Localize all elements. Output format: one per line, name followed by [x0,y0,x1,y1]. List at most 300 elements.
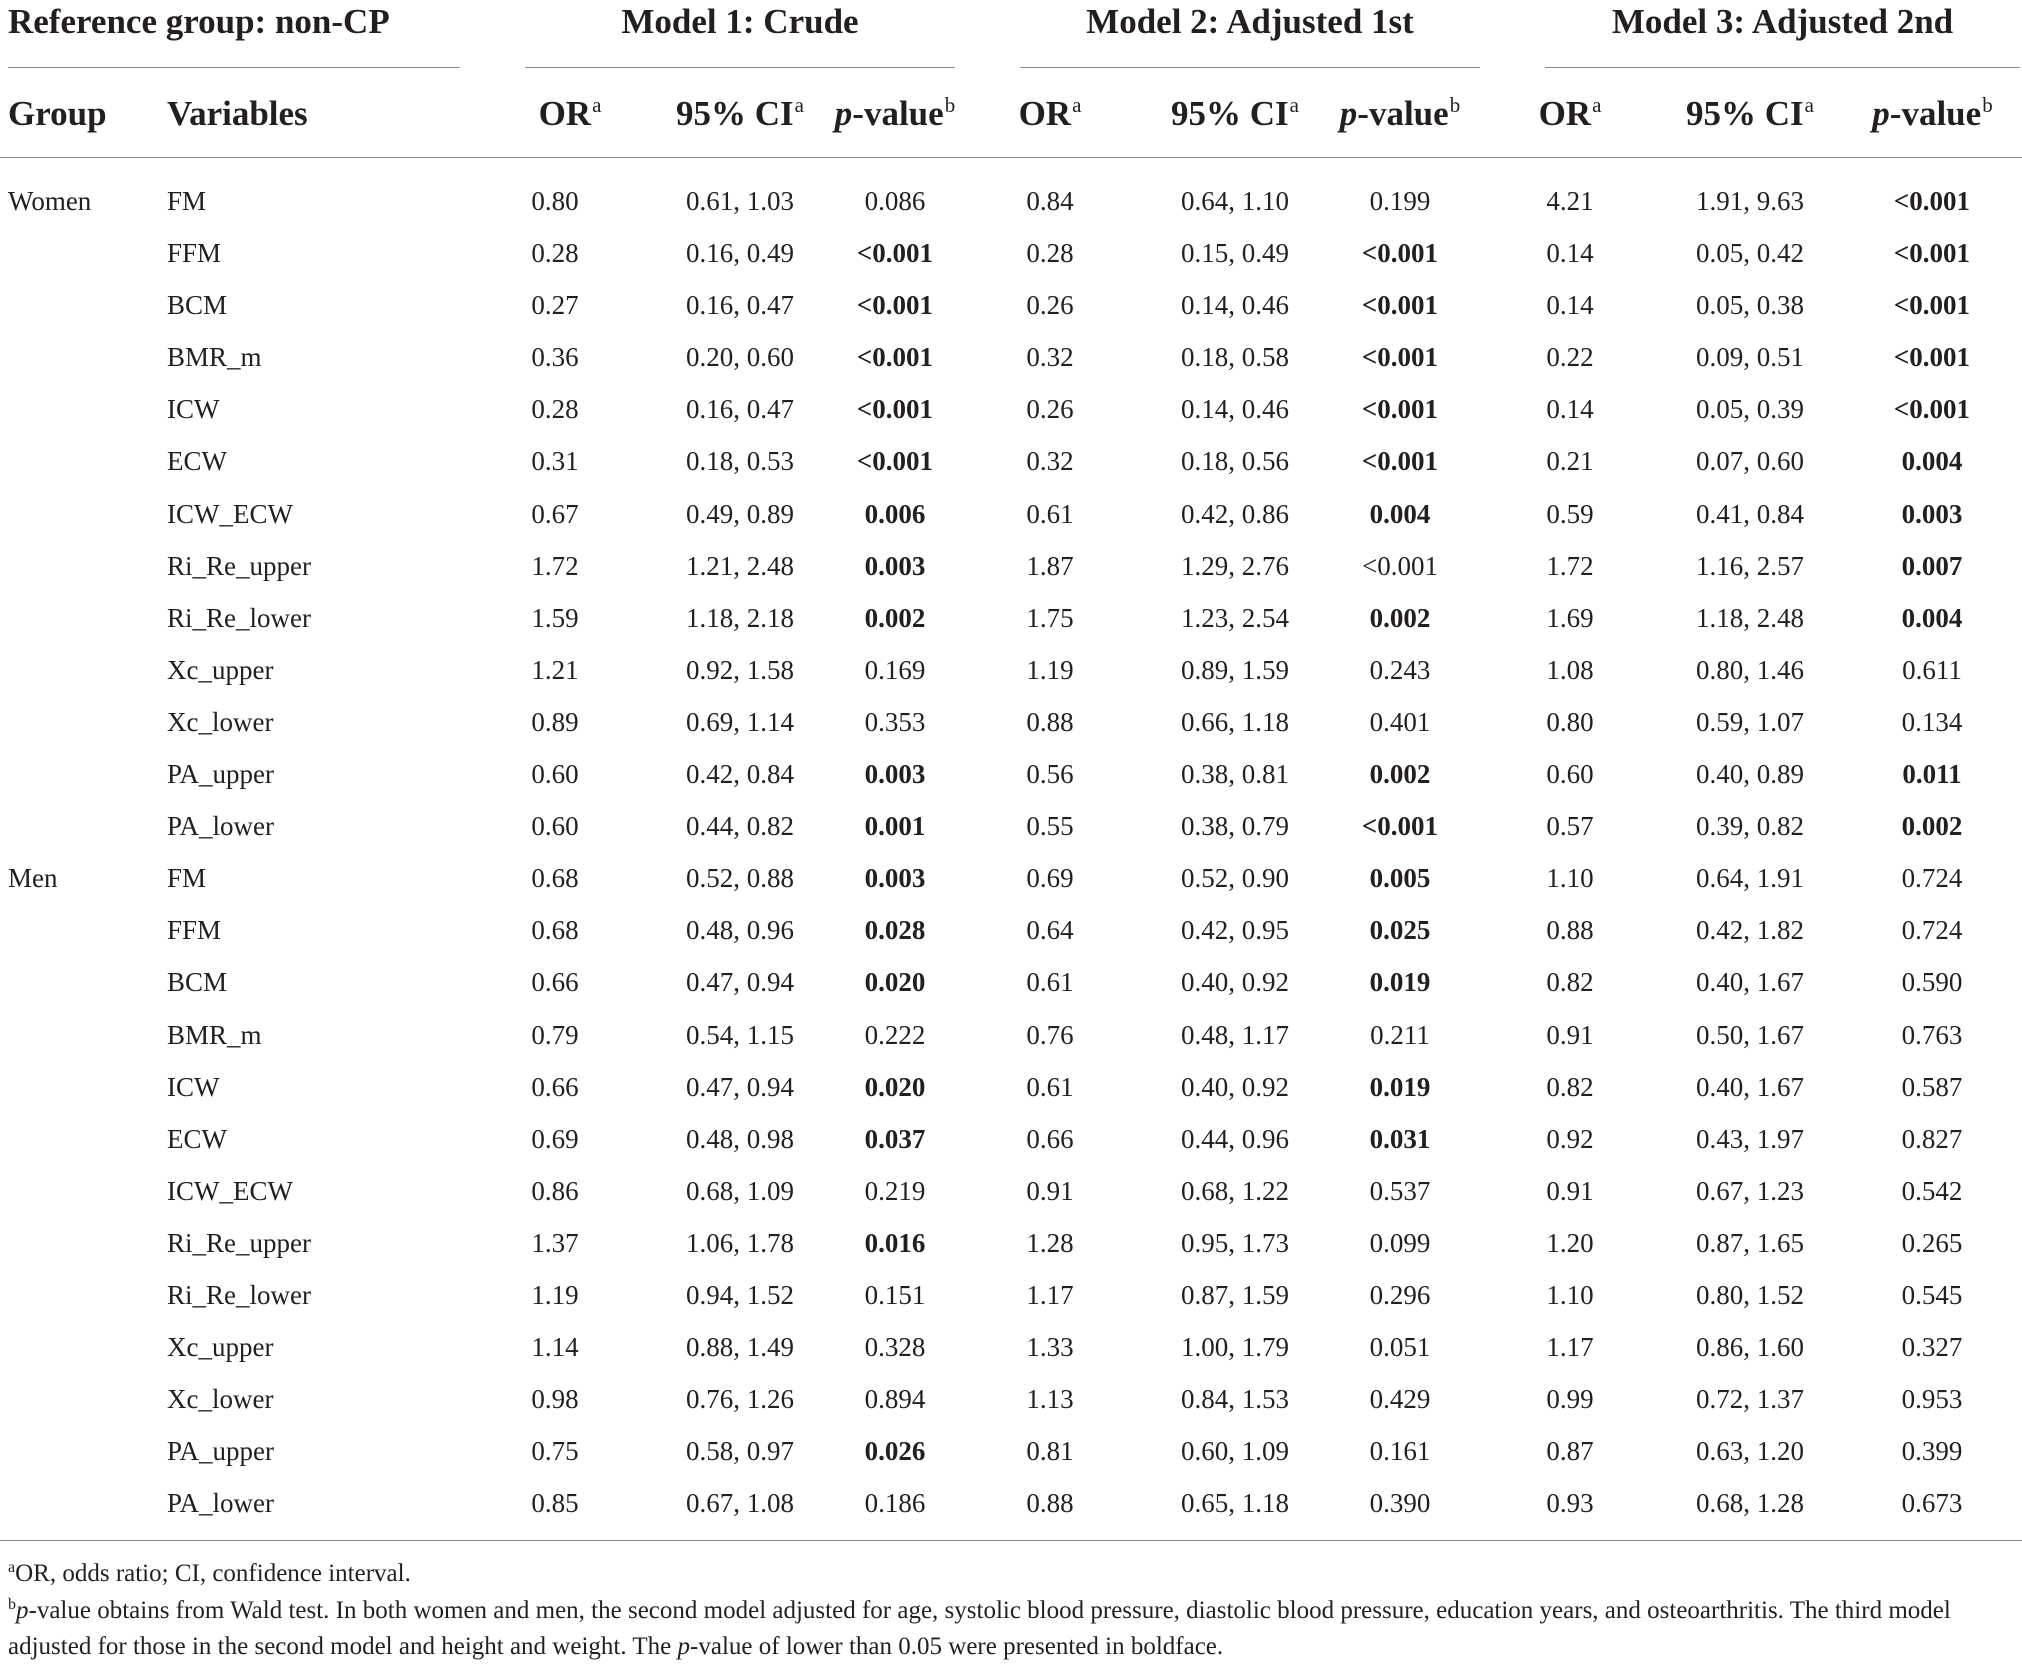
m3-or-cell: 0.22 [1546,342,1594,373]
m2-or-cell: 0.26 [1026,394,1074,425]
m3-p-value-cell: 0.724 [1901,863,1963,894]
m1-ci-cell: 0.44, 0.82 [686,811,794,842]
m2-ci-cell: 0.38, 0.81 [1181,759,1289,790]
variable-cell: FFM [167,915,222,946]
m3-or-cell: 0.82 [1546,967,1594,998]
m3-ci-cell: 0.63, 1.20 [1696,1436,1804,1467]
group-cell [8,600,148,652]
table-row [0,235,2022,287]
m3-or-cell: 0.14 [1546,394,1594,425]
m1-ci-cell: 0.54, 1.15 [686,1019,794,1050]
m2-ci-cell: 0.64, 1.10 [1181,186,1289,216]
m2-p-value-cell: <0.001 [1361,290,1439,321]
group-cell [8,1277,148,1329]
m3-or-cell: 0.88 [1546,915,1594,946]
m3-p-value-cell: 0.724 [1901,915,1963,946]
m3-ci-cell: 0.39, 0.82 [1696,811,1804,842]
m2-ci-cell: 0.18, 0.56 [1181,446,1289,477]
m3-p-value-cell: 0.399 [1901,1436,1963,1467]
m2-or-cell: 0.81 [1026,1436,1074,1467]
m3-ci-cell: 1.18, 2.48 [1696,602,1804,633]
variable-cell: BCM [167,290,228,321]
m3-or-cell: 0.59 [1546,498,1594,529]
m3-ci-cell: 0.07, 0.60 [1696,446,1804,477]
m1-or-cell: 1.37 [531,1227,579,1258]
m3-or-cell: 1.10 [1546,1279,1594,1310]
m3-or-cell: 1.20 [1546,1227,1594,1258]
m1-ci-cell: 0.92, 1.58 [686,654,794,685]
group-cell [8,548,148,600]
m3-or-cell: 1.17 [1546,1332,1594,1363]
group-cell [8,756,148,808]
m2-or-cell: 0.61 [1026,498,1074,529]
m1-p-value-cell: 0.020 [864,967,926,998]
m1-or-cell: 0.79 [531,1019,579,1050]
model2-heading: Model 2: Adjusted 1st [1086,2,1414,41]
m1-or-cell: 0.36 [531,342,579,373]
col-m3-ci: 95% $CI^a$ [1686,93,1814,133]
m3-ci-cell: 0.42, 1.82 [1696,915,1804,946]
variable-cell: Xc_upper [167,1332,274,1363]
group-cell [8,652,148,704]
m3-p-value-cell: 0.003 [1901,498,1963,529]
reference-group-heading: Reference group: non-CP [8,2,390,41]
table-body [0,183,2022,1537]
footnote-a: $^a$OR, odds ratio; CI, confidence interval. [8,1559,411,1587]
col-m1-p: p-value$^b$ [834,93,956,133]
m3-ci-cell: 0.05, 0.42 [1696,238,1804,269]
m1-or-cell: 0.98 [531,1384,579,1415]
group-cell: Women [8,186,92,216]
m2-or-cell: 0.84 [1026,186,1074,216]
variable-cell: Ri_Re_upper [167,1227,311,1258]
col-group: Group [8,94,107,133]
variable-cell: Xc_lower [167,1384,274,1415]
m3-ci-cell: 0.64, 1.91 [1696,863,1804,894]
m1-or-cell: 1.19 [531,1279,579,1310]
m2-p-value-cell: 0.031 [1369,1123,1431,1154]
col-m1-or: $OR^a$ [538,93,602,133]
m1-ci-cell: 0.42, 0.84 [686,759,794,790]
m2-or-cell: 0.32 [1026,342,1074,373]
table-row [0,287,2022,339]
variable-cell: BCM [167,967,228,998]
m3-p-value-cell: <0.001 [1893,290,1971,321]
m1-or-cell: 0.68 [531,915,579,946]
m3-or-cell: 0.60 [1546,759,1594,790]
group-cell [8,287,148,339]
m3-ci-cell: 0.41, 0.84 [1696,498,1804,529]
m2-or-cell: 0.88 [1026,706,1074,737]
m2-ci-cell: 0.68, 1.22 [1181,1175,1289,1206]
model3-heading: Model 3: Adjusted 2nd [1611,2,1954,41]
m1-or-cell: 0.85 [531,1488,579,1519]
variable-cell: FM [167,186,207,216]
table-row [0,339,2022,391]
m2-ci-cell: 1.29, 2.76 [1181,550,1289,581]
m1-or-cell: 0.60 [531,759,579,790]
variable-cell: Xc_lower [167,706,274,737]
m2-ci-cell: 0.60, 1.09 [1181,1436,1289,1467]
m2-ci-cell: 0.18, 0.58 [1181,342,1289,373]
group-cell [8,1433,148,1485]
m1-p-value-cell: 0.003 [864,550,926,581]
variable-cell: Ri_Re_upper [167,550,311,581]
m2-ci-cell: 0.66, 1.18 [1181,706,1289,737]
m3-ci-cell: 0.87, 1.65 [1696,1227,1804,1258]
m3-p-value-cell: <0.001 [1893,342,1971,373]
m2-p-value-cell: 0.243 [1369,654,1431,685]
m1-ci-cell: 0.18, 0.53 [686,446,794,477]
table-row [0,704,2022,756]
variable-cell: ICW [167,394,220,425]
m1-p-value-cell: 0.020 [864,1071,926,1102]
m3-or-cell: 0.93 [1546,1488,1594,1519]
m1-or-cell: 0.31 [531,446,579,477]
variable-cell: BMR_m [167,342,262,373]
m3-ci-cell: 0.59, 1.07 [1696,706,1804,737]
m2-or-cell: 0.61 [1026,1071,1074,1102]
m2-p-value-cell: 0.004 [1369,498,1431,529]
variable-cell: ICW [167,1071,220,1102]
m3-p-value-cell: 0.004 [1901,602,1963,633]
group-cell [8,1173,148,1225]
m2-ci-cell: 0.15, 0.49 [1181,238,1289,269]
variable-cell: PA_upper [167,1436,275,1467]
m1-or-cell: 0.75 [531,1436,579,1467]
m3-or-cell: 0.91 [1546,1019,1594,1050]
m3-ci-cell: 0.43, 1.97 [1696,1123,1804,1154]
group-cell [8,1329,148,1381]
m1-p-value-cell: <0.001 [856,238,934,269]
m1-p-value-cell: 0.003 [864,863,926,894]
table-row [0,808,2022,860]
m1-p-value-cell: 0.328 [864,1332,926,1363]
m2-or-cell: 1.75 [1026,602,1074,633]
m3-ci-cell: 0.40, 1.67 [1696,1071,1804,1102]
m3-ci-cell: 0.67, 1.23 [1696,1175,1804,1206]
m2-ci-cell: 0.84, 1.53 [1181,1384,1289,1415]
variable-cell: Xc_upper [167,654,274,685]
table-row [0,1329,2022,1381]
m2-p-value-cell: 0.005 [1369,863,1431,894]
m1-or-cell: 0.60 [531,811,579,842]
m3-or-cell: 1.72 [1546,550,1594,581]
m2-ci-cell: 0.38, 0.79 [1181,811,1289,842]
table-row [0,1121,2022,1173]
m1-ci-cell: 0.16, 0.47 [686,394,794,425]
m2-p-value-cell: 0.429 [1369,1384,1431,1415]
m3-ci-cell: 0.80, 1.52 [1696,1279,1804,1310]
table-row [0,756,2022,808]
m3-p-value-cell: 0.611 [1902,654,1962,685]
m1-or-cell: 0.80 [531,186,579,216]
group-cell [8,235,148,287]
m2-p-value-cell: 0.390 [1369,1488,1431,1519]
table-bottom-rule [0,1540,2022,1541]
m1-p-value-cell: <0.001 [856,290,934,321]
variable-cell: ICW_ECW [167,498,293,529]
m3-or-cell: 0.99 [1546,1384,1594,1415]
group-cell [8,1485,148,1537]
m3-ci-cell: 1.91, 9.63 [1696,186,1804,216]
variable-cell: PA_lower [167,1488,275,1519]
m3-or-cell: 0.57 [1546,811,1594,842]
col-m2-p: p-value$^b$ [1339,93,1461,133]
group-cell [8,964,148,1016]
m3-or-cell: 0.92 [1546,1123,1594,1154]
m2-ci-cell: 0.95, 1.73 [1181,1227,1289,1258]
m3-p-value-cell: 0.953 [1901,1384,1963,1415]
m3-p-value-cell: 0.587 [1901,1071,1963,1102]
m2-or-cell: 0.61 [1026,967,1074,998]
m3-or-cell: 0.91 [1546,1175,1594,1206]
group-cell [8,1381,148,1433]
m2-or-cell: 0.91 [1026,1175,1074,1206]
m2-or-cell: 0.88 [1026,1488,1074,1519]
table-row [0,1069,2022,1121]
col-variables: Variables [167,94,308,133]
m1-or-cell: 0.86 [531,1175,579,1206]
m1-or-cell: 0.28 [531,394,579,425]
m3-or-cell: 0.14 [1546,238,1594,269]
group-cell [8,391,148,443]
group-cell [8,704,148,756]
m1-ci-cell: 0.67, 1.08 [686,1488,794,1519]
m2-p-value-cell: <0.001 [1361,342,1439,373]
model1-heading: Model 1: Crude [621,2,859,41]
m3-p-value-cell: <0.001 [1893,238,1971,269]
m1-ci-cell: 0.68, 1.09 [686,1175,794,1206]
m2-or-cell: 1.28 [1026,1227,1074,1258]
model3-underline [1545,67,2020,68]
variable-cell: PA_upper [167,759,275,790]
m3-or-cell: 0.21 [1546,446,1594,477]
m3-p-value-cell: 0.827 [1901,1123,1963,1154]
m1-p-value-cell: 0.028 [864,915,926,946]
col-m2-ci: 95% $CI^a$ [1171,93,1299,133]
m2-p-value-cell: 0.002 [1369,602,1431,633]
m1-ci-cell: 0.52, 0.88 [686,863,794,894]
group-cell [8,1017,148,1069]
m1-ci-cell: 0.16, 0.47 [686,290,794,321]
m1-ci-cell: 0.16, 0.49 [686,238,794,269]
m3-p-value-cell: 0.002 [1901,811,1963,842]
header-bottom-rule [0,157,2022,158]
m2-p-value-cell: 0.401 [1369,706,1431,737]
m2-ci-cell: 1.00, 1.79 [1181,1332,1289,1363]
m2-ci-cell: 0.48, 1.17 [1181,1019,1289,1050]
m3-or-cell: 1.10 [1546,863,1594,894]
m3-or-cell: 0.82 [1546,1071,1594,1102]
m1-or-cell: 0.67 [531,498,579,529]
m1-or-cell: 0.28 [531,238,579,269]
variable-cell: ECW [167,1123,227,1154]
m1-p-value-cell: 0.086 [864,186,926,216]
reference-underline [8,67,460,68]
m3-ci-cell: 0.05, 0.38 [1696,290,1804,321]
m1-or-cell: 0.66 [531,967,579,998]
m1-ci-cell: 0.88, 1.49 [686,1332,794,1363]
m2-p-value-cell: <0.001 [1362,550,1438,581]
m2-ci-cell: 0.52, 0.90 [1181,863,1289,894]
m2-or-cell: 0.26 [1026,290,1074,321]
variable-cell: FM [167,863,207,894]
m1-p-value-cell: 0.353 [864,706,926,737]
m3-p-value-cell: 0.590 [1901,967,1963,998]
m2-or-cell: 0.66 [1026,1123,1074,1154]
m3-p-value-cell: 0.007 [1901,550,1963,581]
m1-p-value-cell: 0.003 [864,759,926,790]
table-row [0,391,2022,443]
table-row [0,1225,2022,1277]
m3-p-value-cell: 0.265 [1901,1227,1963,1258]
m2-or-cell: 1.19 [1026,654,1074,685]
m3-or-cell: 1.08 [1546,654,1594,685]
m1-p-value-cell: 0.894 [864,1384,926,1415]
m1-ci-cell: 0.58, 0.97 [686,1436,794,1467]
m2-or-cell: 0.32 [1026,446,1074,477]
m2-ci-cell: 0.89, 1.59 [1181,654,1289,685]
group-cell [8,1069,148,1121]
m2-p-value-cell: 0.296 [1369,1279,1431,1310]
m3-p-value-cell: 0.004 [1901,446,1963,477]
group-cell [8,496,148,548]
col-m1-ci: 95% $CI^a$ [676,93,804,133]
m1-p-value-cell: 0.169 [864,654,926,685]
m2-p-value-cell: 0.019 [1369,1071,1431,1102]
m2-or-cell: 0.56 [1026,759,1074,790]
m1-p-value-cell: 0.037 [864,1123,926,1154]
footnote-b: $^b$p-value obtains from Wald test. In both women and men, the second model adjusted for age, systolic blood pressure, diastolic blood pressure, education years, and osteoarthritis. The third model adjusted for those in the second model and height and weight. The p-value of lower than 0.05 were presented in boldface. [8,1596,1951,1660]
m2-or-cell: 1.87 [1026,550,1074,581]
table-row [0,443,2022,495]
m1-p-value-cell: 0.026 [864,1436,926,1467]
m2-ci-cell: 0.44, 0.96 [1181,1123,1289,1154]
m1-or-cell: 0.89 [531,706,579,737]
m3-p-value-cell: <0.001 [1893,394,1971,425]
group-cell [8,339,148,391]
variable-cell: Ri_Re_lower [167,602,311,633]
m1-ci-cell: 1.21, 2.48 [686,550,794,581]
group-cell [8,808,148,860]
table-row [0,1433,2022,1485]
table-row [0,183,2022,235]
variable-cell: BMR_m [167,1019,262,1050]
group-cell [8,1225,148,1277]
m3-p-value-cell: 0.542 [1901,1175,1963,1206]
m1-ci-cell: 0.94, 1.52 [686,1279,794,1310]
m2-p-value-cell: <0.001 [1361,394,1439,425]
table-row [0,860,2022,912]
m3-ci-cell: 1.16, 2.57 [1696,550,1804,581]
variable-cell: ECW [167,446,227,477]
m2-ci-cell: 0.42, 0.86 [1181,498,1289,529]
table-row [0,1381,2022,1433]
variable-cell: Ri_Re_lower [167,1279,311,1310]
m1-ci-cell: 0.48, 0.98 [686,1123,794,1154]
m3-p-value-cell: <0.001 [1893,186,1971,216]
table-row [0,496,2022,548]
group-cell [8,443,148,495]
model2-underline [1020,67,1480,68]
m2-ci-cell: 0.40, 0.92 [1181,1071,1289,1102]
m2-or-cell: 1.13 [1026,1384,1074,1415]
group-cell [8,912,148,964]
m1-or-cell: 0.68 [531,863,579,894]
m3-ci-cell: 0.40, 0.89 [1696,759,1804,790]
m1-p-value-cell: 0.002 [864,602,926,633]
m2-ci-cell: 0.14, 0.46 [1181,394,1289,425]
m2-p-value-cell: 0.199 [1369,186,1431,216]
group-cell: Men [8,863,58,894]
m2-p-value-cell: 0.019 [1369,967,1431,998]
col-m3-or: $OR^a$ [1538,93,1602,133]
m3-ci-cell: 0.68, 1.28 [1696,1488,1804,1519]
m3-ci-cell: 0.80, 1.46 [1696,654,1804,685]
table-row [0,1173,2022,1225]
m2-or-cell: 0.28 [1026,238,1074,269]
table-row [0,1277,2022,1329]
col-m3-p: p-value$^b$ [1872,93,1993,133]
m3-p-value-cell: 0.545 [1901,1279,1963,1310]
col-m2-or: $OR^a$ [1018,93,1082,133]
m3-p-value-cell: 0.327 [1901,1332,1963,1363]
m2-p-value-cell: 0.211 [1370,1019,1430,1050]
m2-ci-cell: 0.65, 1.18 [1181,1488,1289,1519]
group-cell [8,1121,148,1173]
m1-or-cell: 0.69 [531,1123,579,1154]
m1-p-value-cell: 0.151 [864,1279,926,1310]
m2-or-cell: 1.17 [1026,1279,1074,1310]
m2-p-value-cell: <0.001 [1361,238,1439,269]
m1-ci-cell: 1.18, 2.18 [686,602,794,633]
table-row [0,1485,2022,1537]
table-row [0,652,2022,704]
table-row [0,548,2022,600]
m2-or-cell: 0.55 [1026,811,1074,842]
m1-p-value-cell: <0.001 [856,394,934,425]
m1-ci-cell: 0.47, 0.94 [686,967,794,998]
m2-ci-cell: 0.14, 0.46 [1181,290,1289,321]
m1-p-value-cell: 0.222 [864,1019,926,1050]
m1-or-cell: 1.59 [531,602,579,633]
m1-p-value-cell: 0.219 [864,1175,926,1206]
model1-underline [525,67,955,68]
m3-ci-cell: 0.05, 0.39 [1696,394,1804,425]
m1-ci-cell: 0.20, 0.60 [686,342,794,373]
m1-p-value-cell: <0.001 [856,342,934,373]
m1-or-cell: 1.14 [531,1332,579,1363]
m2-p-value-cell: 0.161 [1369,1436,1431,1467]
m1-ci-cell: 0.49, 0.89 [686,498,794,529]
variable-cell: ICW_ECW [167,1175,293,1206]
m2-ci-cell: 1.23, 2.54 [1181,602,1289,633]
m1-ci-cell: 0.48, 0.96 [686,915,794,946]
m3-p-value-cell: 0.673 [1901,1488,1963,1519]
m2-p-value-cell: 0.002 [1369,759,1431,790]
m2-p-value-cell: 0.099 [1369,1227,1431,1258]
m1-or-cell: 1.72 [531,550,579,581]
m1-ci-cell: 1.06, 1.78 [686,1227,794,1258]
m2-or-cell: 1.33 [1026,1332,1074,1363]
m3-or-cell: 0.80 [1546,706,1594,737]
m3-p-value-cell: 0.763 [1901,1019,1963,1050]
m3-ci-cell: 0.40, 1.67 [1696,967,1804,998]
m3-or-cell: 4.21 [1546,186,1594,216]
m1-p-value-cell: <0.001 [856,446,934,477]
m2-or-cell: 0.64 [1026,915,1074,946]
